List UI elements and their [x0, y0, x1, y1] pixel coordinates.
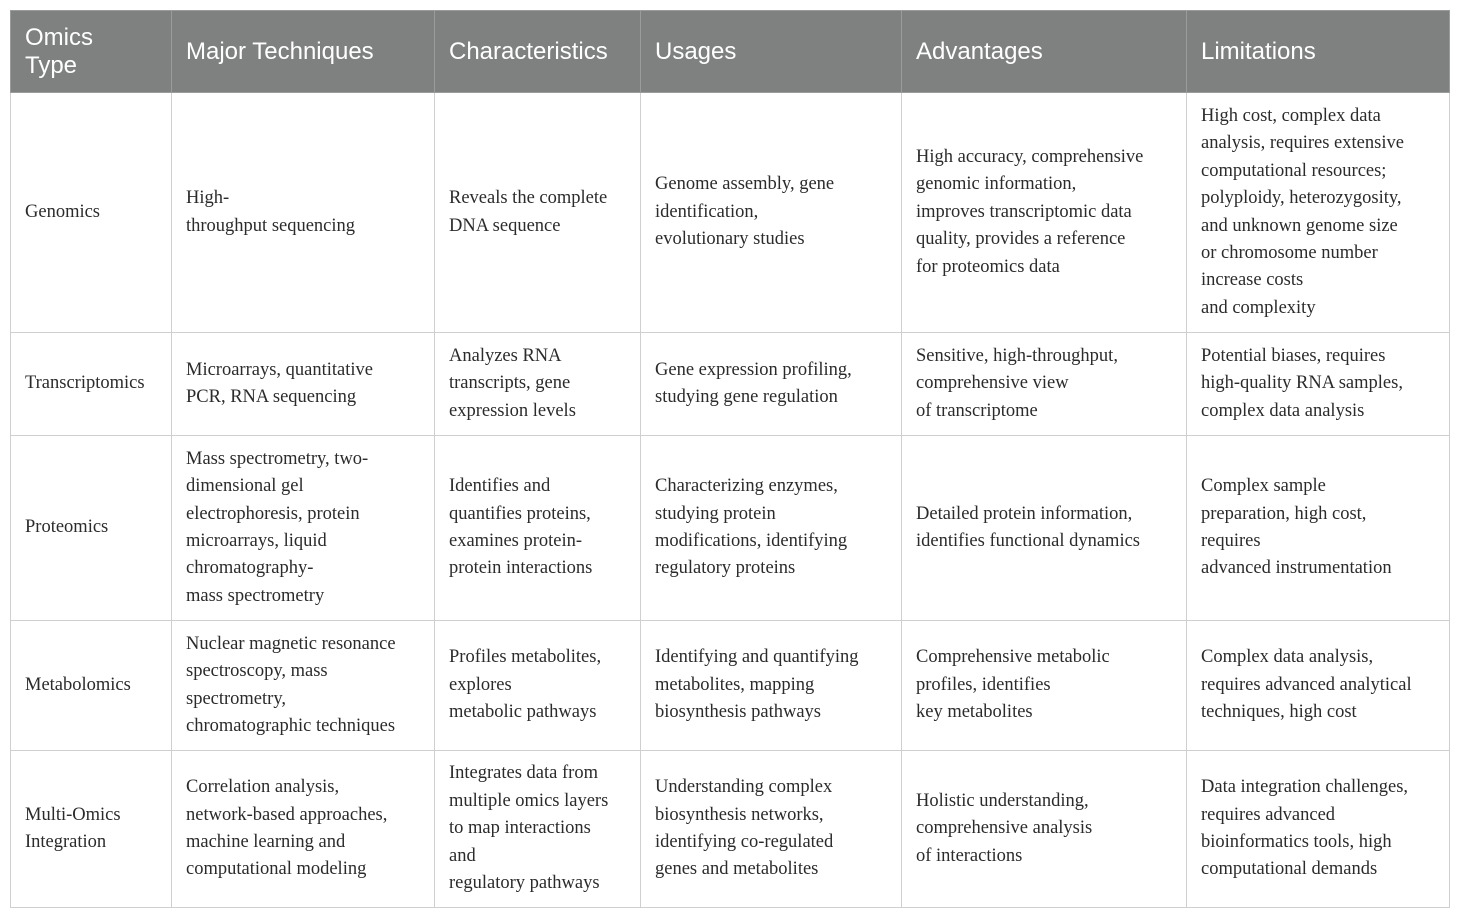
cell-limitations: Potential biases, requires high-quality RNA samples, complex data analysis [1187, 333, 1450, 436]
cell-characteristics: Integrates data from multiple omics layers to map interactions and regulatory pathways [435, 751, 641, 908]
cell-major-techniques: Nuclear magnetic resonance spectroscopy, mass spectrometry, chromatographic techniques [172, 621, 435, 751]
cell-major-techniques: Correlation analysis, network-based approaches, machine learning and computational modeling [172, 751, 435, 908]
cell-omics-type: Proteomics [11, 436, 172, 621]
cell-characteristics: Identifies and quantifies proteins, examines protein- protein interactions [435, 436, 641, 621]
header-row [11, 11, 1450, 93]
cell-usages: Characterizing enzymes, studying protein modifications, identifying regulatory proteins [641, 436, 902, 621]
cell-characteristics: Analyzes RNA transcripts, gene expression levels [435, 333, 641, 436]
cell-advantages: High accuracy, comprehensive genomic information, improves transcriptomic data quality, provides a reference for proteomics data [902, 93, 1187, 333]
header-major-techniques: Major Techniques [172, 11, 435, 93]
table-row-proteomics [11, 436, 1450, 621]
header-characteristics: Characteristics [435, 11, 641, 93]
table-row-multi-omics-integration [11, 751, 1450, 908]
header-usages: Usages [641, 11, 902, 93]
cell-advantages: Sensitive, high-throughput, comprehensive view of transcriptome [902, 333, 1187, 436]
cell-omics-type: Genomics [11, 93, 172, 333]
table-header [11, 11, 1450, 93]
header-advantages: Advantages [902, 11, 1187, 93]
cell-usages: Gene expression profiling, studying gene regulation [641, 333, 902, 436]
table-body [11, 93, 1450, 908]
cell-characteristics: Profiles metabolites, explores metabolic pathways [435, 621, 641, 751]
cell-usages: Identifying and quantifying metabolites, mapping biosynthesis pathways [641, 621, 902, 751]
cell-advantages: Holistic understanding, comprehensive analysis of interactions [902, 751, 1187, 908]
cell-omics-type: Multi-Omics Integration [11, 751, 172, 908]
cell-advantages: Comprehensive metabolic profiles, identifies key metabolites [902, 621, 1187, 751]
cell-limitations: High cost, complex data analysis, requires extensive computational resources; polyploidy, heterozygosity, and unknown genome size or chromosome number increase costs and complexity [1187, 93, 1450, 333]
table-row-metabolomics [11, 621, 1450, 751]
header-omics-type: Omics Type [11, 11, 172, 93]
cell-usages: Genome assembly, gene identification, evolutionary studies [641, 93, 902, 333]
cell-omics-type: Metabolomics [11, 621, 172, 751]
omics-comparison-table [10, 10, 1450, 908]
header-limitations: Limitations [1187, 11, 1450, 93]
cell-major-techniques: Mass spectrometry, two- dimensional gel electrophoresis, protein microarrays, liquid chromatography- mass spectrometry [172, 436, 435, 621]
cell-limitations: Data integration challenges, requires advanced bioinformatics tools, high computational demands [1187, 751, 1450, 908]
cell-usages: Understanding complex biosynthesis networks, identifying co-regulated genes and metabolites [641, 751, 902, 908]
cell-major-techniques: Microarrays, quantitative PCR, RNA sequencing [172, 333, 435, 436]
cell-limitations: Complex sample preparation, high cost, requires advanced instrumentation [1187, 436, 1450, 621]
cell-limitations: Complex data analysis, requires advanced analytical techniques, high cost [1187, 621, 1450, 751]
cell-major-techniques: High- throughput sequencing [172, 93, 435, 333]
cell-characteristics: Reveals the complete DNA sequence [435, 93, 641, 333]
table-row-genomics [11, 93, 1450, 333]
table-row-transcriptomics [11, 333, 1450, 436]
cell-omics-type: Transcriptomics [11, 333, 172, 436]
cell-advantages: Detailed protein information, identifies functional dynamics [902, 436, 1187, 621]
